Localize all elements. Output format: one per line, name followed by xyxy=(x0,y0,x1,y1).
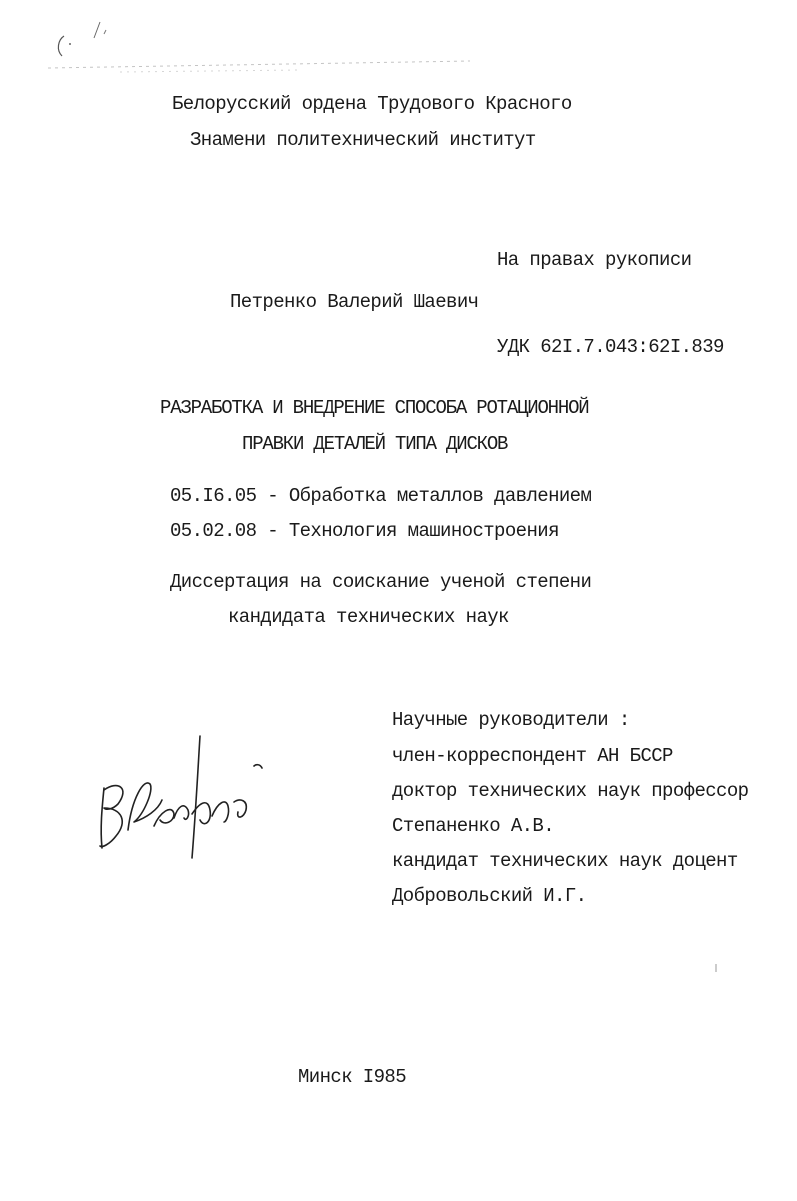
supervisors-heading: Научные руководители : xyxy=(392,709,630,731)
supervisor-line-4: кандидат технических наук доцент xyxy=(392,850,738,872)
institution-line-1: Белорусский ордена Трудового Красного xyxy=(172,93,572,115)
supervisor-line-3: Степаненко А.В. xyxy=(392,815,555,837)
place-and-year: Минск I985 xyxy=(298,1066,407,1088)
specialty-1: 05.I6.05 - Обработка металлов давлением xyxy=(170,485,592,507)
scan-marks xyxy=(0,0,797,100)
author-name: Петренко Валерий Шаевич xyxy=(230,291,479,313)
rights-note: На правах рукописи xyxy=(497,249,692,271)
institution-line-2: Знамени политехнический институт xyxy=(190,129,536,151)
supervisor-line-5: Добровольский И.Г. xyxy=(392,885,587,907)
dissertation-title-line-1: РАЗРАБОТКА И ВНЕДРЕНИЕ СПОСОБА РОТАЦИОННОЙ xyxy=(160,397,589,419)
specialty-2: 05.02.08 - Технология машиностроения xyxy=(170,520,559,542)
udc-code: УДК 62I.7.043:62I.839 xyxy=(497,336,724,358)
author-signature xyxy=(88,718,278,868)
supervisor-line-2: доктор технических наук профессор xyxy=(392,780,749,802)
dissertation-title-line-2: ПРАВКИ ДЕТАЛЕЙ ТИПА ДИСКОВ xyxy=(242,433,508,455)
supervisor-line-1: член-корреспондент АН БССР xyxy=(392,745,673,767)
degree-line-2: кандидата технических наук xyxy=(228,606,509,628)
degree-line-1: Диссертация на соискание ученой степени xyxy=(170,571,592,593)
